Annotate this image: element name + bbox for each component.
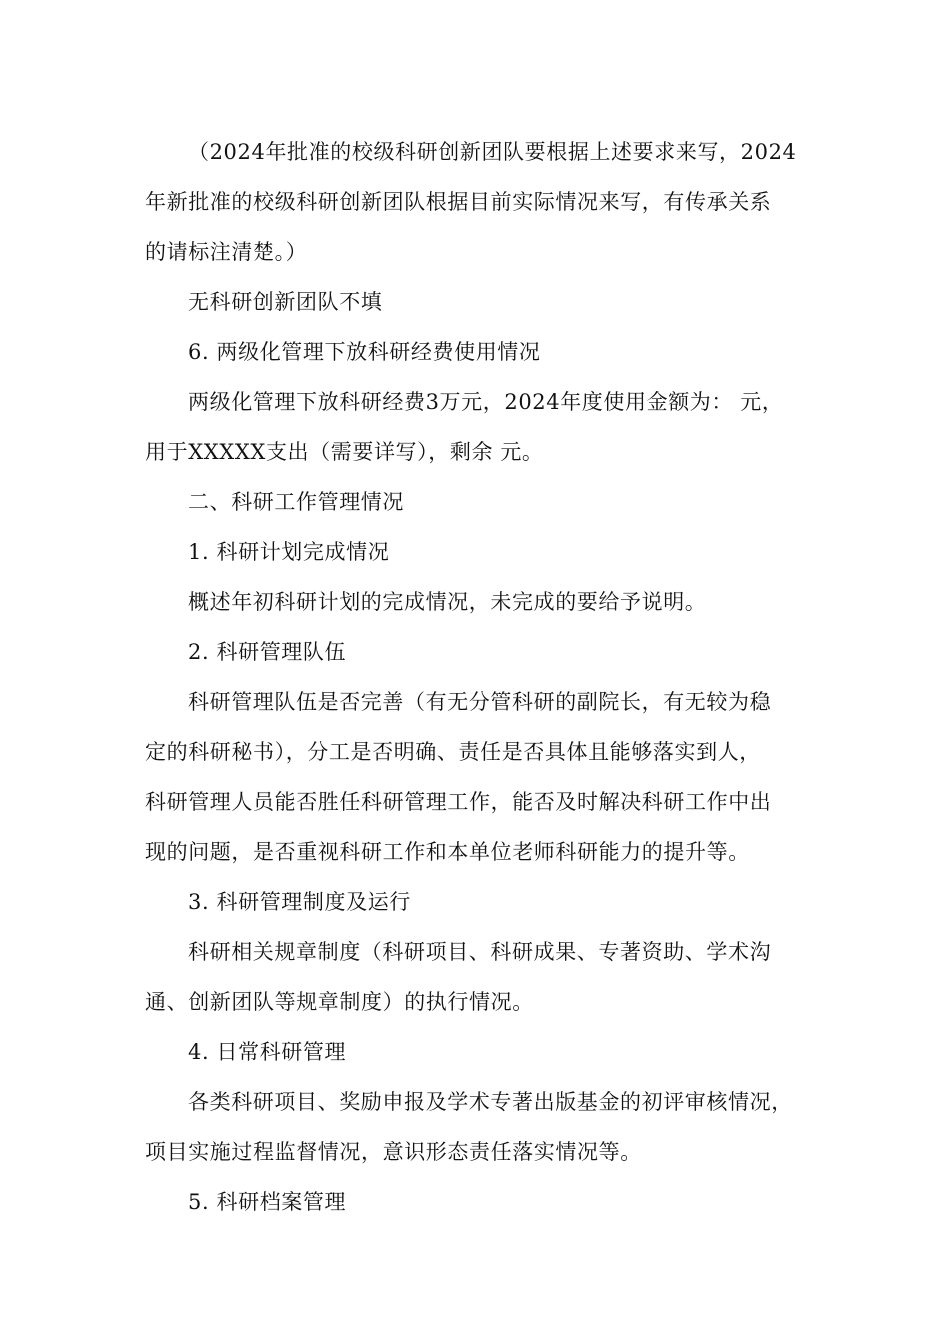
management-team-line-1: 科研管理队伍是否完善（有无分管科研的副院长，有无较为稳 <box>188 690 772 714</box>
section-1-heading: 1. 科研计划完成情况 <box>188 540 390 564</box>
paragraph-team-note-line-1: （2024年批准的校级科研创新团队要根据上述要求来写，2024 <box>188 140 797 164</box>
daily-management-line-2: 项目实施过程监督情况，意识形态责任落实情况等。 <box>145 1140 642 1164</box>
regulations-line-2: 通、创新团队等规章制度）的执行情况。 <box>145 990 534 1014</box>
section-5-heading: 5. 科研档案管理 <box>188 1190 347 1214</box>
chapter-2-heading: 二、科研工作管理情况 <box>188 490 404 514</box>
section-4-heading: 4. 日常科研管理 <box>188 1040 347 1064</box>
paragraph-team-note-line-2: 年新批准的校级科研创新团队根据目前实际情况来写，有传承关系 <box>145 190 772 214</box>
section-2-heading: 2. 科研管理队伍 <box>188 640 347 664</box>
paragraph-team-note-line-3: 的请标注清楚。） <box>145 240 308 264</box>
funding-usage-line-2: 用于XXXXX支出（需要详写），剩余 元。 <box>145 440 544 464</box>
daily-management-line-1: 各类科研项目、奖励申报及学术专著出版基金的初评审核情况， <box>188 1090 793 1114</box>
management-team-line-4: 现的问题，是否重视科研工作和本单位老师科研能力的提升等。 <box>145 840 750 864</box>
management-team-line-2: 定的科研秘书），分工是否明确、责任是否具体且能够落实到人， <box>145 740 761 764</box>
no-team-note: 无科研创新团队不填 <box>188 290 383 314</box>
section-6-heading: 6. 两级化管理下放科研经费使用情况 <box>188 340 541 364</box>
plan-completion-text: 概述年初科研计划的完成情况，未完成的要给予说明。 <box>188 590 707 614</box>
regulations-line-1: 科研相关规章制度（科研项目、科研成果、专著资助、学术沟 <box>188 940 772 964</box>
funding-usage-line-1: 两级化管理下放科研经费3万元，2024年度使用金额为： 元， <box>188 390 784 414</box>
management-team-line-3: 科研管理人员能否胜任科研管理工作，能否及时解决科研工作中出 <box>145 790 772 814</box>
section-3-heading: 3. 科研管理制度及运行 <box>188 890 411 914</box>
